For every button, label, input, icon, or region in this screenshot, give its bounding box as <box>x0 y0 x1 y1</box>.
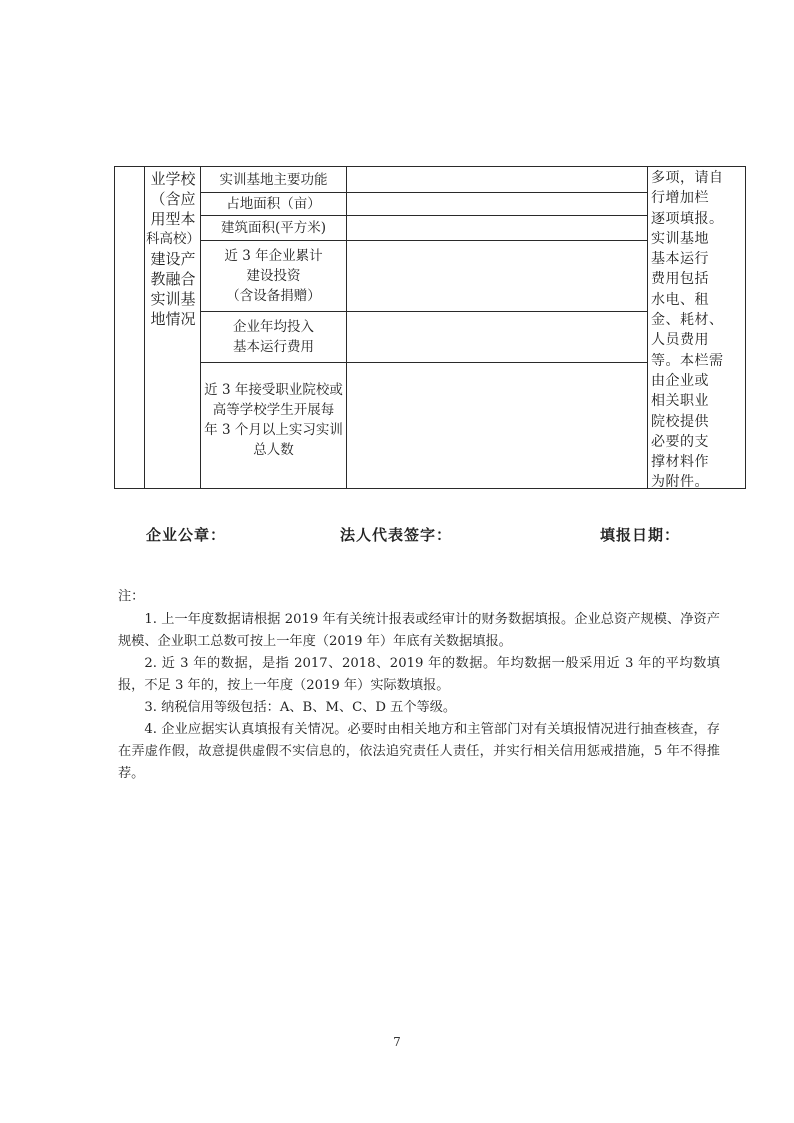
remarks-line: 逐项填报。 <box>651 210 724 227</box>
row-label-function: 实训基地主要功能 <box>219 171 328 188</box>
row-label-land-area: 占地面积（亩） <box>226 196 321 212</box>
note-item: 2. 近 3 年的数据，是指 2017、2018、2019 年的数据。年均数据一般采用近 3 年的平均数填报，不足 3 年的，按上一年度（2019 年）实际数填报。 <box>118 656 720 693</box>
remarks-line: 相关职业 <box>651 393 709 410</box>
remarks-line: 必要的支 <box>651 433 709 450</box>
remarks-line: 水电、租 <box>651 291 709 308</box>
remarks-line: 费用包括 <box>651 271 709 288</box>
category-line: 教融合 <box>150 270 196 288</box>
row-label-intern-count: 近 3 年接受职业院校或 高等学校学生开展每 年 3 个月以上实习实训 总人数 <box>204 382 343 458</box>
company-seal-label: 企业公章： <box>146 526 227 544</box>
remarks-line: 行增加栏 <box>651 190 709 207</box>
category-line: 科高校） <box>146 231 200 247</box>
value-cell-operating-cost[interactable] <box>347 312 646 362</box>
legal-rep-signature-label: 法人代表签字： <box>340 526 453 544</box>
category-line: 建设产 <box>150 250 196 268</box>
category-line: 实训基 <box>150 290 196 308</box>
table-left-border <box>114 166 115 489</box>
remarks-line: 等。本栏需 <box>651 352 724 369</box>
table-right-border <box>745 166 746 489</box>
category-line: （含应 <box>150 190 196 208</box>
remarks-line: 为附件。 <box>651 474 709 491</box>
remarks-line: 撑材料作 <box>651 454 709 471</box>
value-cell-land-area[interactable] <box>347 193 646 215</box>
row-label-operating-cost: 企业年均投入 基本运行费用 <box>233 319 314 355</box>
remarks-line: 实训基地 <box>651 230 709 247</box>
fill-date-label: 填报日期： <box>600 526 681 544</box>
category-line: 业学校 <box>150 170 196 188</box>
remarks-line: 院校提供 <box>651 413 709 430</box>
page-number: 7 <box>393 1035 401 1049</box>
note-item: 4. 企业应据实认真填报有关情况。必要时由相关地方和主管部门对有关填报情况进行抽查核查，存在弄虚作假，故意提供虚假不实信息的，依法追究责任人责任，并实行相关信用惩戒措施，5 年不得推荐。 <box>118 722 720 781</box>
table-divider <box>647 166 648 489</box>
note-item: 1. 上一年度数据请根据 2019 年有关统计报表或经审计的财务数据填报。企业总资产规模、净资产规模、企业职工总数可按上一年度（2019 年）年底有关数据填报。 <box>118 612 720 649</box>
category-line: 用型本 <box>150 210 196 228</box>
note-item: 3. 纳税信用等级包括：A、B、M、C、D 五个等级。 <box>144 700 457 715</box>
value-cell-building-area[interactable] <box>347 216 646 240</box>
remarks-line: 多项，请自 <box>651 170 724 186</box>
notes-title: 注： <box>118 589 145 604</box>
value-cell-intern-count[interactable] <box>347 363 646 488</box>
category-line: 地情况 <box>150 310 196 328</box>
row-label-building-area: 建筑面积(平方米) <box>220 220 327 236</box>
row-label-investment: 近 3 年企业累计 建设投资 （含设备捐赠） <box>224 248 323 304</box>
category-label <box>146 169 200 329</box>
remarks-line: 由企业或 <box>651 372 709 389</box>
table-divider <box>144 166 145 489</box>
value-cell-function[interactable] <box>347 167 646 192</box>
remarks-line: 人员费用 <box>651 332 709 349</box>
remarks-column <box>651 168 741 493</box>
notes-section <box>118 586 720 785</box>
value-cell-investment[interactable] <box>347 241 646 311</box>
remarks-line: 金、耗材、 <box>651 312 724 329</box>
remarks-line: 基本运行 <box>651 251 709 268</box>
